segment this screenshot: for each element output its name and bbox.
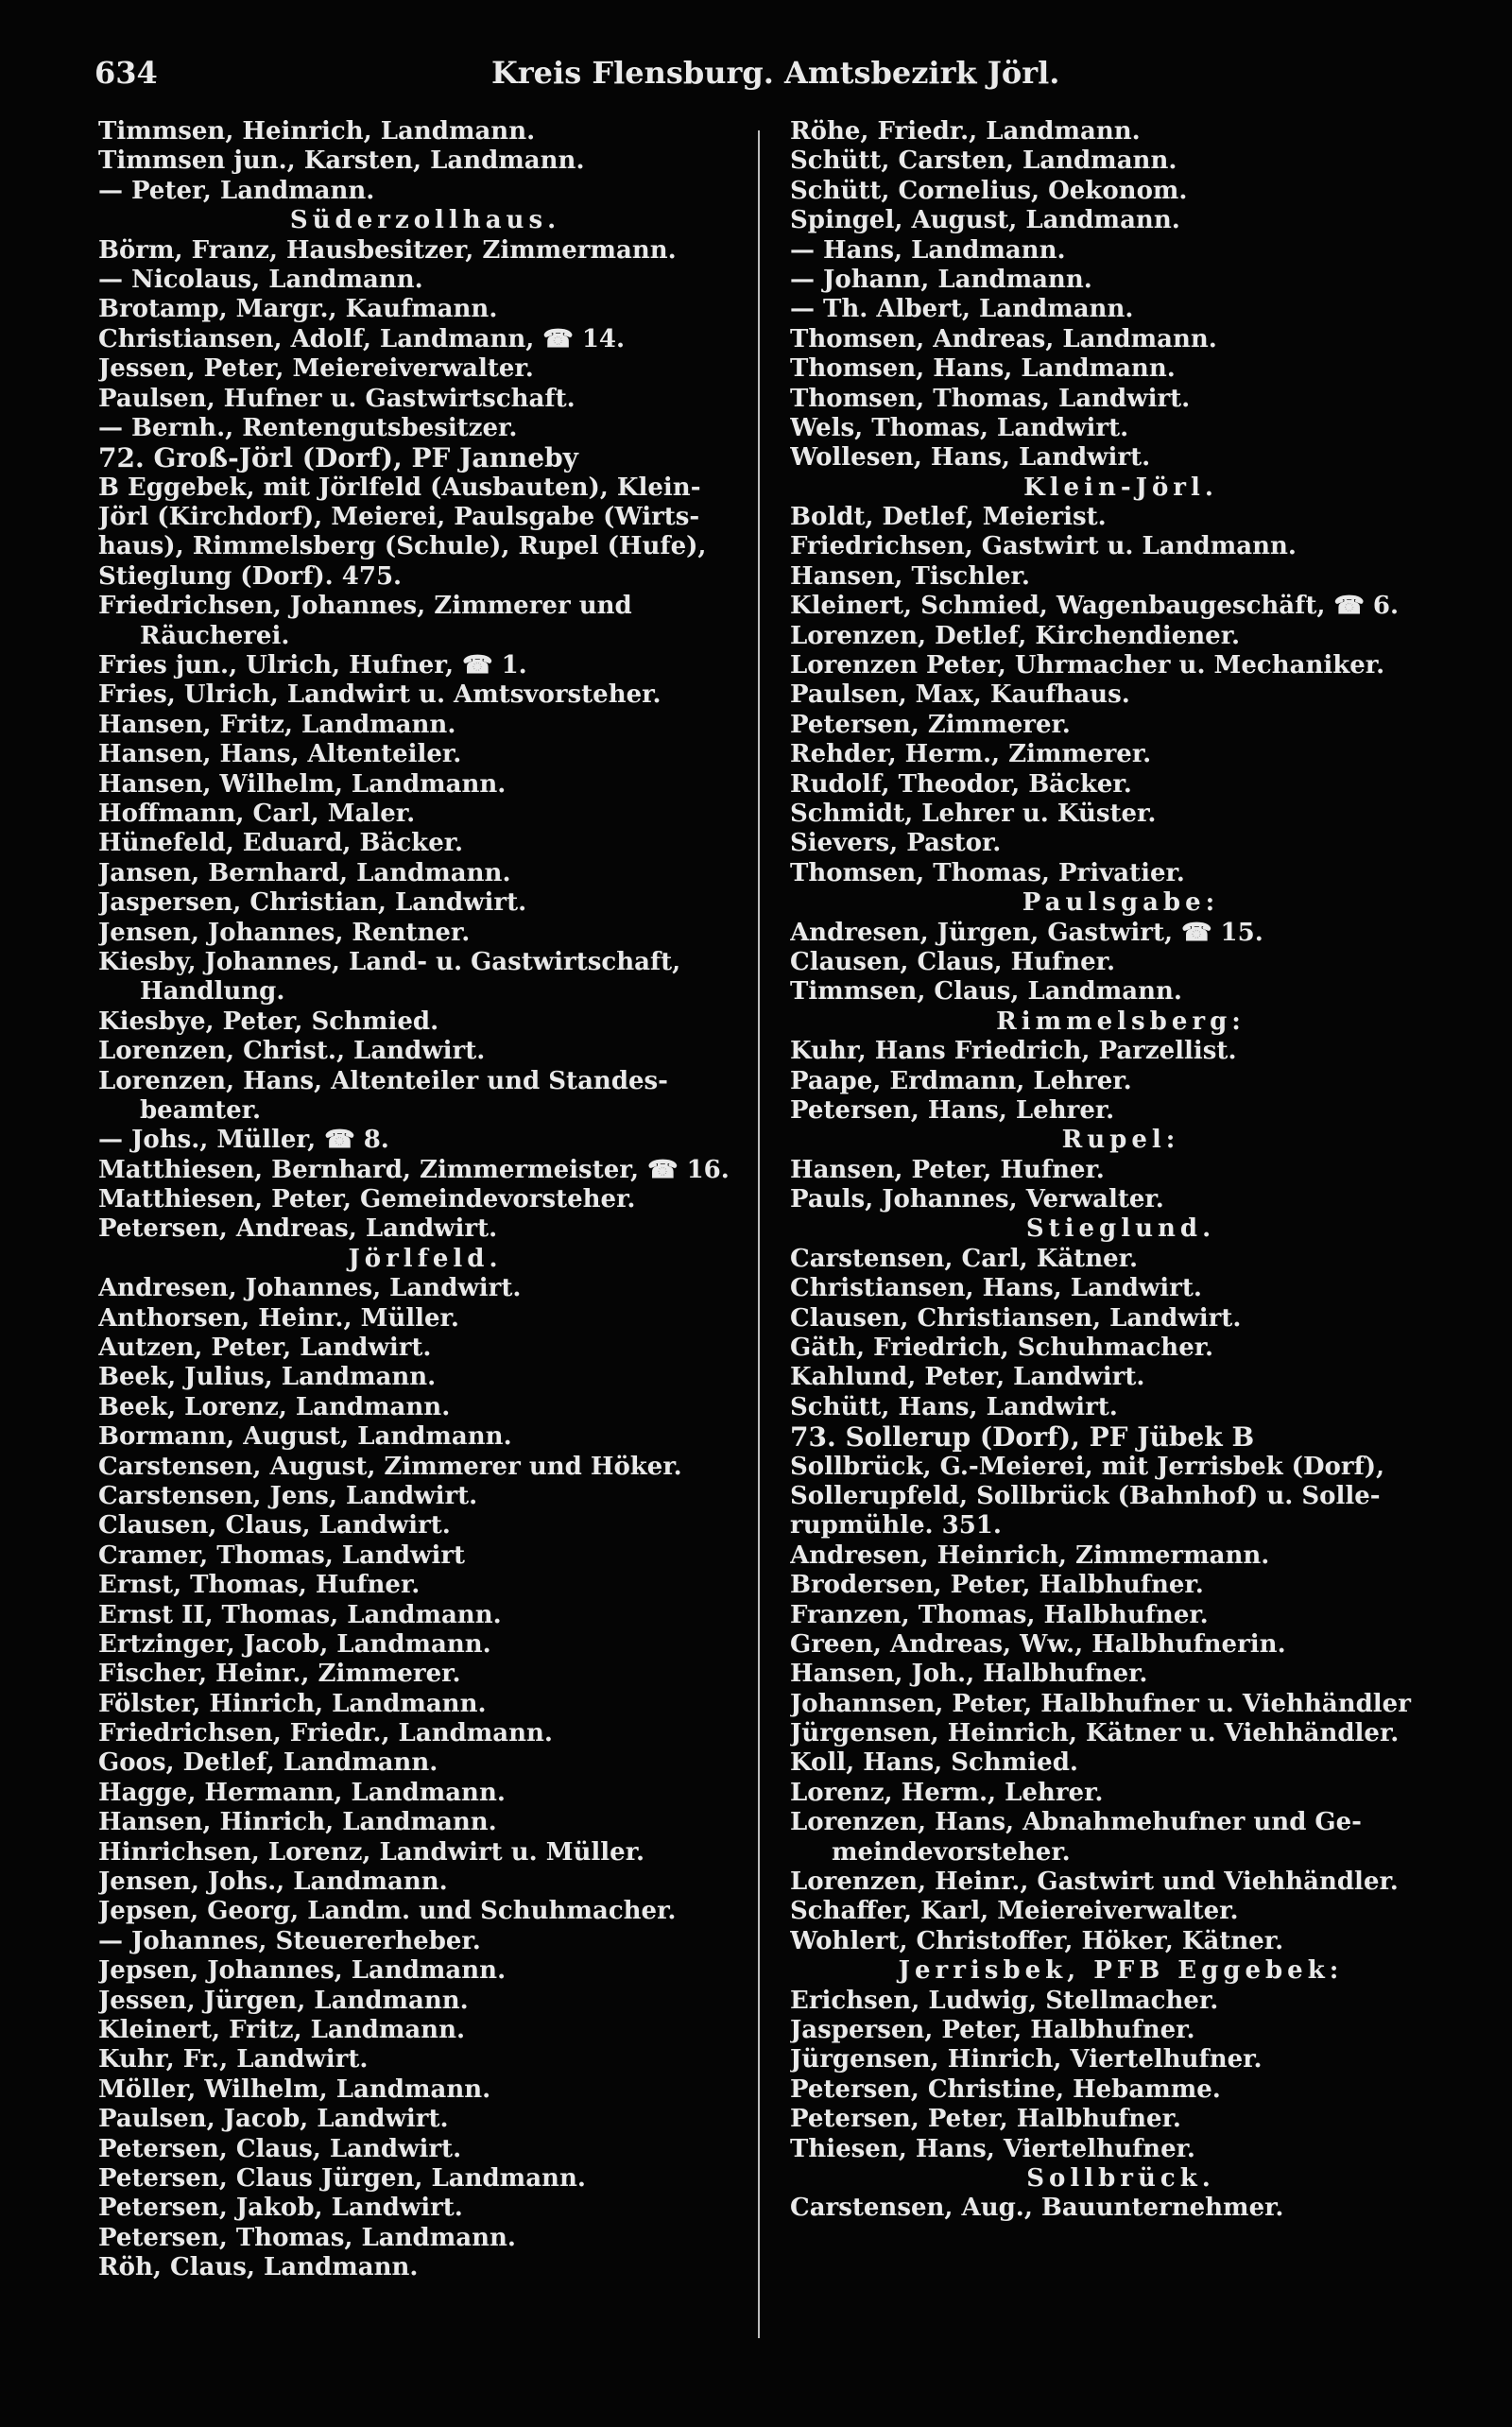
directory-entry: Ernst, Thomas, Hufner.: [98, 1571, 421, 1600]
directory-entry: Hansen, Peter, Hufner.: [790, 1155, 1105, 1184]
directory-entry: Hansen, Wilhelm, Landmann.: [98, 769, 507, 799]
directory-entry: Schaffer, Karl, Meiereiverwalter.: [790, 1897, 1239, 1926]
directory-entry: Thomsen, Thomas, Privatier.: [790, 858, 1185, 887]
directory-entry: Petersen, Hans, Lehrer.: [790, 1095, 1115, 1125]
directory-entry: Thiesen, Hans, Viertelhufner.: [790, 2134, 1195, 2163]
directory-entry: Jürgensen, Heinrich, Kätner u. Viehhändler.: [790, 1719, 1400, 1748]
directory-entry: Wohlert, Christoffer, Höker, Kätner.: [790, 1926, 1284, 1955]
directory-entry: Green, Andreas, Ww., Halbhufnerin.: [790, 1629, 1286, 1659]
directory-entry: — Hans, Landmann.: [790, 235, 1066, 265]
directory-entry: Cramer, Thomas, Landwirt: [98, 1541, 466, 1570]
directory-entry: Jensen, Johannes, Rentner.: [98, 918, 471, 947]
locality-description: B Eggebek, mit Jörlfeld (Ausbauten), Klein-: [98, 473, 701, 502]
directory-entry: Börm, Franz, Hausbesitzer, Zimmermann.: [98, 235, 677, 265]
directory-entry: Timmsen, Claus, Landmann.: [790, 977, 1182, 1007]
directory-entry: Hansen, Hans, Altenteiler.: [98, 740, 462, 769]
directory-entry: Timmsen jun., Karsten, Landmann.: [98, 146, 585, 176]
directory-entry: Jansen, Bernhard, Landmann.: [98, 858, 511, 887]
directory-entry: — Th. Albert, Landmann.: [790, 295, 1134, 324]
directory-entry: Fölster, Hinrich, Landmann.: [98, 1689, 487, 1718]
section-heading: Paulsgabe:: [1022, 888, 1220, 918]
directory-entry: Wollesen, Hans, Landwirt.: [790, 443, 1151, 473]
directory-entry: Matthiesen, Bernhard, Zimmermeister, ☎ 16.: [98, 1155, 730, 1184]
directory-entry: meindevorsteher.: [832, 1837, 1071, 1867]
directory-entry: Schütt, Hans, Landwirt.: [790, 1392, 1118, 1421]
directory-entry: Brotamp, Margr., Kaufmann.: [98, 295, 498, 324]
directory-entry: Jürgensen, Hinrich, Viertelhufner.: [790, 2045, 1263, 2074]
directory-entry: Paulsen, Max, Kaufhaus.: [790, 680, 1130, 710]
locality-description: Sollerupfeld, Sollbrück (Bahnhof) u. Solle-: [790, 1481, 1381, 1510]
section-heading: Rimmelsberg:: [996, 1007, 1246, 1036]
directory-entry: Räucherei.: [140, 621, 290, 650]
directory-entry: — Peter, Landmann.: [98, 176, 375, 205]
locality-heading: 73. Sollerup (Dorf), PF Jübek B: [790, 1422, 1255, 1453]
directory-entry: Jessen, Jürgen, Landmann.: [98, 1986, 469, 2015]
directory-entry: Autzen, Peter, Landwirt.: [98, 1334, 432, 1363]
directory-entry: Ernst II, Thomas, Landmann.: [98, 1600, 502, 1629]
directory-entry: Lorenzen, Hans, Altenteiler und Standes-: [98, 1066, 668, 1095]
directory-entry: Lorenzen, Heinr., Gastwirt und Viehhändler.: [790, 1868, 1399, 1897]
locality-description: Jörl (Kirchdorf), Meierei, Paulsgabe (Wirts-: [98, 503, 700, 532]
locality-description: Sollbrück, G.-Meierei, mit Jerrisbek (Dorf),: [790, 1452, 1385, 1481]
directory-entry: Kleinert, Schmied, Wagenbaugeschäft, ☎ 6.: [790, 592, 1400, 621]
directory-entry: Fries jun., Ulrich, Hufner, ☎ 1.: [98, 651, 527, 680]
directory-entry: Kiesbye, Peter, Schmied.: [98, 1007, 439, 1036]
locality-description: rupmühle. 351.: [790, 1511, 1002, 1541]
directory-entry: Fischer, Heinr., Zimmerer.: [98, 1660, 461, 1689]
directory-entry: Lorenzen, Detlef, Kirchendiener.: [790, 621, 1241, 650]
directory-entry: Friedrichsen, Johannes, Zimmerer und: [98, 592, 632, 621]
locality-description: haus), Rimmelsberg (Schule), Rupel (Hufe),: [98, 532, 707, 561]
directory-entry: Schütt, Carsten, Landmann.: [790, 146, 1177, 176]
directory-entry: Lorenzen, Christ., Landwirt.: [98, 1037, 486, 1066]
directory-entry: Lorenzen, Hans, Abnahmehufner und Ge-: [790, 1808, 1362, 1837]
section-heading: Jörlfeld.: [348, 1244, 503, 1273]
directory-entry: Schütt, Cornelius, Oekonom.: [790, 176, 1188, 205]
directory-entry: Rehder, Herm., Zimmerer.: [790, 740, 1152, 769]
directory-entry: Beek, Julius, Landmann.: [98, 1363, 437, 1392]
directory-entry: Hansen, Hinrich, Landmann.: [98, 1808, 497, 1837]
directory-entry: Franzen, Thomas, Halbhufner.: [790, 1600, 1209, 1629]
directory-entry: Röh, Claus, Landmann.: [98, 2253, 419, 2282]
left-column: [98, 117, 752, 2283]
directory-entry: Johannsen, Peter, Halbhufner u. Viehhändler: [790, 1689, 1411, 1718]
directory-entry: Röhe, Friedr., Landmann.: [790, 117, 1141, 146]
directory-entry: Petersen, Claus, Landwirt.: [98, 2134, 462, 2163]
directory-entry: Friedrichsen, Gastwirt u. Landmann.: [790, 532, 1297, 561]
directory-entry: Gäth, Friedrich, Schuhmacher.: [790, 1334, 1214, 1363]
directory-entry: Petersen, Andreas, Landwirt.: [98, 1214, 498, 1244]
directory-entry: — Johs., Müller, ☎ 8.: [98, 1126, 389, 1155]
directory-entry: Paulsen, Jacob, Landwirt.: [98, 2105, 449, 2134]
column-divider: [758, 130, 760, 2338]
directory-entry: beamter.: [140, 1095, 261, 1125]
directory-entry: Hinrichsen, Lorenz, Landwirt u. Müller.: [98, 1837, 645, 1867]
directory-entry: Andresen, Jürgen, Gastwirt, ☎ 15.: [790, 918, 1263, 947]
directory-entry: Sievers, Pastor.: [790, 829, 1002, 858]
directory-entry: Paulsen, Hufner u. Gastwirtschaft.: [98, 384, 576, 413]
directory-entry: Boldt, Detlef, Meierist.: [790, 503, 1107, 532]
directory-entry: Wels, Thomas, Landwirt.: [790, 413, 1129, 442]
directory-entry: Hagge, Hermann, Landmann.: [98, 1778, 506, 1807]
directory-entry: Koll, Hans, Schmied.: [790, 1748, 1078, 1778]
directory-entry: Matthiesen, Peter, Gemeindevorsteher.: [98, 1185, 636, 1214]
directory-entry: Timmsen, Heinrich, Landmann.: [98, 117, 536, 146]
directory-entry: Clausen, Claus, Landwirt.: [98, 1511, 451, 1541]
directory-entry: Schmidt, Lehrer u. Küster.: [790, 799, 1157, 828]
directory-entry: Jepsen, Georg, Landm. und Schuhmacher.: [98, 1897, 677, 1926]
directory-entry: — Johann, Landmann.: [790, 265, 1092, 294]
directory-entry: Petersen, Claus Jürgen, Landmann.: [98, 2163, 586, 2193]
directory-entry: Carstensen, Carl, Kätner.: [790, 1244, 1138, 1273]
directory-entry: Pauls, Johannes, Verwalter.: [790, 1185, 1164, 1214]
section-heading: Sollbrück.: [1026, 2163, 1215, 2193]
directory-entry: Kuhr, Fr., Landwirt.: [98, 2045, 369, 2074]
directory-entry: Andresen, Heinrich, Zimmermann.: [790, 1541, 1270, 1570]
section-heading: Klein-Jörl.: [1023, 473, 1218, 502]
page-number: 634: [94, 55, 158, 91]
section-heading: Süderzollhaus.: [289, 206, 561, 235]
section-heading: Jerrisbek, PFB Eggebek:: [898, 1956, 1344, 1986]
directory-entry: Lorenzen Peter, Uhrmacher u. Mechaniker.: [790, 651, 1385, 680]
directory-entry: — Johannes, Steuererheber.: [98, 1926, 481, 1955]
directory-entry: Petersen, Peter, Halbhufner.: [790, 2105, 1181, 2134]
directory-entry: Erichsen, Ludwig, Stellmacher.: [790, 1986, 1219, 2015]
directory-entry: Thomsen, Andreas, Landmann.: [790, 324, 1217, 353]
directory-entry: Spingel, August, Landmann.: [790, 206, 1180, 235]
directory-entry: Friedrichsen, Friedr., Landmann.: [98, 1719, 553, 1748]
directory-entry: — Nicolaus, Landmann.: [98, 265, 423, 294]
directory-entry: Hoffmann, Carl, Maler.: [98, 799, 416, 828]
directory-entry: Fries, Ulrich, Landwirt u. Amtsvorsteher.: [98, 680, 662, 710]
directory-entry: Lorenz, Herm., Lehrer.: [790, 1778, 1104, 1807]
directory-entry: Kahlund, Peter, Landwirt.: [790, 1363, 1145, 1392]
section-heading: Stieglund.: [1025, 1214, 1216, 1244]
directory-entry: Hansen, Joh., Halbhufner.: [790, 1660, 1148, 1689]
directory-entry: Clausen, Claus, Hufner.: [790, 947, 1116, 976]
directory-entry: Bormann, August, Landmann.: [98, 1422, 512, 1452]
directory-entry: Petersen, Jakob, Landwirt.: [98, 2194, 463, 2223]
directory-entry: Jaspersen, Peter, Halbhufner.: [790, 2016, 1195, 2044]
directory-entry: Hansen, Tischler.: [790, 561, 1030, 591]
directory-entry: Kleinert, Fritz, Landmann.: [98, 2016, 466, 2044]
section-heading: Rupel:: [1061, 1126, 1180, 1155]
directory-entry: Brodersen, Peter, Halbhufner.: [790, 1571, 1204, 1600]
directory-entry: Clausen, Christiansen, Landwirt.: [790, 1303, 1242, 1333]
directory-entry: Rudolf, Theodor, Bäcker.: [790, 769, 1132, 799]
directory-entry: Thomsen, Thomas, Landwirt.: [790, 384, 1191, 413]
directory-entry: Jessen, Peter, Meiereiverwalter.: [98, 354, 534, 384]
directory-entry: Handlung.: [140, 977, 285, 1007]
directory-entry: Carstensen, Aug., Bauunternehmer.: [790, 2194, 1284, 2223]
directory-entry: Petersen, Christine, Hebamme.: [790, 2074, 1221, 2104]
directory-entry: Petersen, Zimmerer.: [790, 710, 1071, 739]
directory-entry: Kuhr, Hans Friedrich, Parzellist.: [790, 1037, 1237, 1066]
page-title: Kreis Flensburg. Amtsbezirk Jörl.: [491, 55, 1060, 91]
directory-entry: Beek, Lorenz, Landmann.: [98, 1392, 451, 1421]
directory-entry: Andresen, Johannes, Landwirt.: [98, 1274, 522, 1303]
locality-heading: 72. Groß-Jörl (Dorf), PF Janneby: [98, 443, 578, 473]
directory-entry: Jaspersen, Christian, Landwirt.: [98, 888, 527, 918]
directory-entry: Christiansen, Adolf, Landmann, ☎ 14.: [98, 324, 626, 353]
right-column: [790, 117, 1452, 2224]
directory-entry: Hünefeld, Eduard, Bäcker.: [98, 829, 464, 858]
page-header: [94, 49, 1436, 102]
directory-entry: Ertzinger, Jacob, Landmann.: [98, 1629, 491, 1659]
directory-entry: Thomsen, Hans, Landmann.: [790, 354, 1176, 384]
directory-entry: — Bernh., Rentengutsbesitzer.: [98, 413, 518, 442]
directory-entry: Möller, Wilhelm, Landmann.: [98, 2074, 491, 2104]
directory-entry: Paape, Erdmann, Lehrer.: [790, 1066, 1132, 1095]
directory-entry: Goos, Detlef, Landmann.: [98, 1748, 438, 1778]
directory-entry: Christiansen, Hans, Landwirt.: [790, 1274, 1202, 1303]
locality-description: Stieglung (Dorf). 475.: [98, 561, 403, 591]
directory-entry: Kiesby, Johannes, Land- u. Gastwirtschaft,: [98, 947, 681, 976]
directory-entry: Carstensen, August, Zimmerer und Höker.: [98, 1452, 682, 1481]
directory-entry: Jepsen, Johannes, Landmann.: [98, 1956, 507, 1986]
directory-entry: Petersen, Thomas, Landmann.: [98, 2223, 516, 2252]
directory-entry: Anthorsen, Heinr., Müller.: [98, 1303, 459, 1333]
directory-entry: Jensen, Johs., Landmann.: [98, 1868, 448, 1897]
directory-entry: Hansen, Fritz, Landmann.: [98, 710, 456, 739]
directory-entry: Carstensen, Jens, Landwirt.: [98, 1481, 478, 1510]
